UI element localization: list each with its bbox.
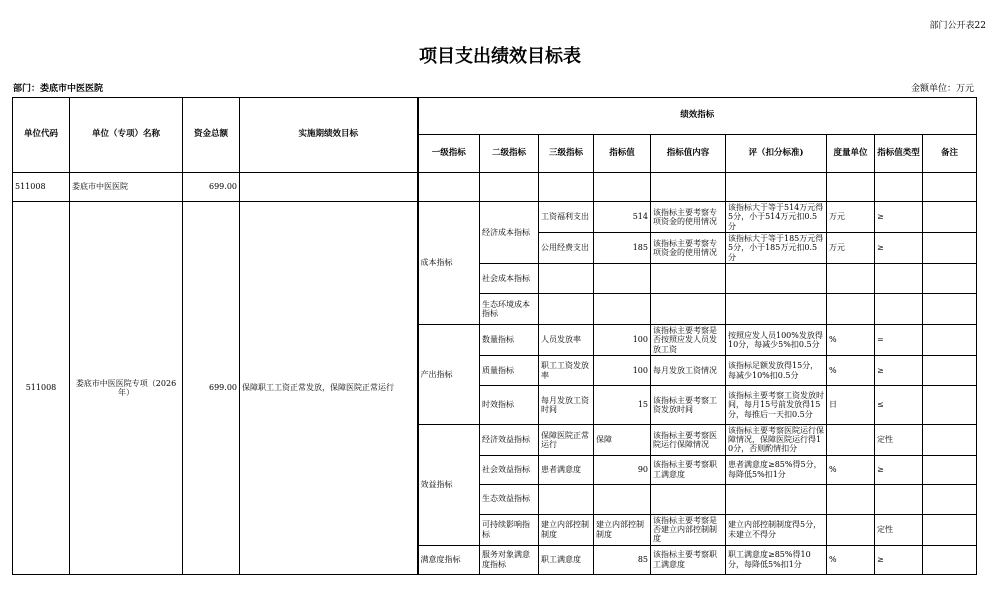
level2-cell: 社会效益指标 [480, 455, 539, 484]
value-cell: 185 [594, 233, 651, 264]
measure-unit-cell [827, 264, 875, 294]
remark-cell [923, 202, 977, 233]
level3-cell: 人员发放率 [539, 325, 594, 356]
standard-cell: 该指标大于等于514万元得5分，小于514万元扣0.5分 [726, 202, 827, 233]
remark-cell [923, 545, 977, 574]
level1-cost: 成本指标 [418, 202, 480, 325]
value-cell [594, 484, 651, 514]
level1-output: 产出指标 [418, 325, 480, 425]
remark-cell [923, 455, 977, 484]
remark-cell [923, 325, 977, 356]
measure-unit-cell: % [827, 545, 875, 574]
value-cell: 建立内部控制制度 [594, 514, 651, 545]
level3-cell: 工资福利支出 [539, 202, 594, 233]
level2-cell: 生态环境成本指标 [480, 294, 539, 325]
remark-cell [923, 356, 977, 386]
content-cell: 该指标主要考察是否建立内部控制制度 [651, 514, 726, 545]
content-cell: 该指标主要考察专项资金的使用情况 [651, 233, 726, 264]
value-type-cell: ≥ [875, 202, 923, 233]
measure-unit-cell [827, 425, 875, 456]
page-title: 项目支出绩效目标表 [419, 46, 581, 67]
performance-target-table [12, 97, 977, 575]
project-target: 保障职工工资正常发放，保障医院正常运行 [240, 202, 418, 575]
measure-unit-cell: 万元 [827, 233, 875, 264]
standard-cell: 该指标大于等于185万元得5分，小于185万元扣0.5分 [726, 233, 827, 264]
col-level2: 二级指标 [480, 135, 539, 173]
content-cell: 该指标主要考察专项资金的使用情况 [651, 202, 726, 233]
standard-cell: 患者满意度≥85%得5分，每降低5%扣1分 [726, 455, 827, 484]
measure-unit-cell: 万元 [827, 202, 875, 233]
col-level1: 一级指标 [418, 135, 480, 173]
standard-cell: 该指标足额发放得15分，每减少10%扣0.5分 [726, 356, 827, 386]
col-value-type: 指标值类型 [875, 135, 923, 173]
content-cell: 该指标主要考察医院运行保障情况 [651, 425, 726, 456]
department-label: 部门：娄底市中医医院 [13, 84, 104, 94]
value-type-cell [875, 264, 923, 294]
summary-row [13, 173, 977, 202]
value-cell: 100 [594, 325, 651, 356]
level2-cell: 质量指标 [480, 356, 539, 386]
value-cell [594, 264, 651, 294]
level2-cell: 生态效益指标 [480, 484, 539, 514]
amount-unit-label: 金额单位：万元 [910, 84, 974, 94]
level3-cell: 建立内部控制制度 [539, 514, 594, 545]
standard-cell: 该指标主要考察工资发放时间，每月15号前发放得15分，每推后一天扣0.5分 [726, 386, 827, 425]
value-type-cell [875, 484, 923, 514]
level3-cell: 职工工资发放率 [539, 356, 594, 386]
col-measure-unit: 度量单位 [827, 135, 875, 173]
measure-unit-cell [827, 294, 875, 325]
summary-name: 娄底市中医医院 [70, 173, 183, 202]
standard-cell [726, 484, 827, 514]
value-type-cell: ≤ [875, 386, 923, 425]
value-cell: 514 [594, 202, 651, 233]
content-cell [651, 294, 726, 325]
level2-cell: 社会成本指标 [480, 264, 539, 294]
level2-cell: 数量指标 [480, 325, 539, 356]
measure-unit-cell [827, 484, 875, 514]
standard-cell: 建立内部控制制度得5分，未建立不得分 [726, 514, 827, 545]
col-unit-name: 单位（专项）名称 [70, 98, 183, 173]
table-row [13, 202, 977, 233]
level2-cell: 服务对象满意度指标 [480, 545, 539, 574]
value-type-cell: 定性 [875, 514, 923, 545]
content-cell: 每月发放工资情况 [651, 356, 726, 386]
level3-cell: 患者满意度 [539, 455, 594, 484]
standard-cell: 该指标主要考察医院运行保障情况，保障医院运行得10分，否则酌情扣分 [726, 425, 827, 456]
col-remark: 备注 [923, 135, 977, 173]
measure-unit-cell: 日 [827, 386, 875, 425]
value-type-cell: ≥ [875, 356, 923, 386]
value-cell [594, 294, 651, 325]
remark-cell [923, 264, 977, 294]
level3-cell: 每月发放工资时间 [539, 386, 594, 425]
remark-cell [923, 514, 977, 545]
value-type-cell [875, 294, 923, 325]
content-cell [651, 484, 726, 514]
value-type-cell: ≥ [875, 233, 923, 264]
content-cell: 该指标主要考察是否按照应发人员发放工资 [651, 325, 726, 356]
value-type-cell: ≥ [875, 455, 923, 484]
content-cell: 该指标主要考察工资发放时间 [651, 386, 726, 425]
remark-cell [923, 294, 977, 325]
value-cell: 85 [594, 545, 651, 574]
level3-cell [539, 294, 594, 325]
project-amount: 699.00 [183, 202, 240, 575]
level2-cell: 经济效益指标 [480, 425, 539, 456]
project-code: 511008 [13, 202, 70, 575]
col-total-funds: 资金总额 [183, 98, 240, 173]
measure-unit-cell [827, 514, 875, 545]
level3-cell [539, 264, 594, 294]
standard-cell [726, 294, 827, 325]
summary-amount: 699.00 [183, 173, 240, 202]
col-unit-code: 单位代码 [13, 98, 70, 173]
col-target: 实施期绩效目标 [240, 98, 418, 173]
remark-cell [923, 233, 977, 264]
header-row-1 [13, 98, 977, 135]
col-level3: 三级指标 [539, 135, 594, 173]
level2-cell: 经济成本指标 [480, 202, 539, 264]
content-cell: 该指标主要考察职工满意度 [651, 455, 726, 484]
form-number: 部门公开表22 [929, 21, 986, 31]
col-indicators: 绩效指标 [418, 98, 977, 135]
standard-cell [726, 264, 827, 294]
value-cell: 15 [594, 386, 651, 425]
level3-cell: 职工满意度 [539, 545, 594, 574]
measure-unit-cell: % [827, 455, 875, 484]
level1-benefit: 效益指标 [418, 425, 480, 546]
measure-unit-cell: % [827, 356, 875, 386]
level3-cell: 公用经费支出 [539, 233, 594, 264]
level2-cell: 可持续影响指标 [480, 514, 539, 545]
value-type-cell: 定性 [875, 425, 923, 456]
level3-cell [539, 484, 594, 514]
col-standard: 评（扣分标准) [726, 135, 827, 173]
content-cell: 该指标主要考察职工满意度 [651, 545, 726, 574]
level1-satisfaction: 满意度指标 [418, 545, 480, 574]
standard-cell: 按照应发人员100%发放得10分，每减少5%扣0.5分 [726, 325, 827, 356]
value-type-cell: ≥ [875, 545, 923, 574]
standard-cell: 职工满意度≥85%得10分，每降低5%扣1分 [726, 545, 827, 574]
remark-cell [923, 386, 977, 425]
summary-code: 511008 [13, 173, 70, 202]
measure-unit-cell: % [827, 325, 875, 356]
content-cell [651, 264, 726, 294]
col-content: 指标值内容 [651, 135, 726, 173]
value-cell: 保障 [594, 425, 651, 456]
remark-cell [923, 484, 977, 514]
value-cell: 90 [594, 455, 651, 484]
level3-cell: 保障医院正常运行 [539, 425, 594, 456]
col-value: 指标值 [594, 135, 651, 173]
level2-cell: 时效指标 [480, 386, 539, 425]
value-cell: 100 [594, 356, 651, 386]
project-name: 娄底市中医医院专项（2026年） [70, 202, 183, 575]
value-type-cell: = [875, 325, 923, 356]
remark-cell [923, 425, 977, 456]
